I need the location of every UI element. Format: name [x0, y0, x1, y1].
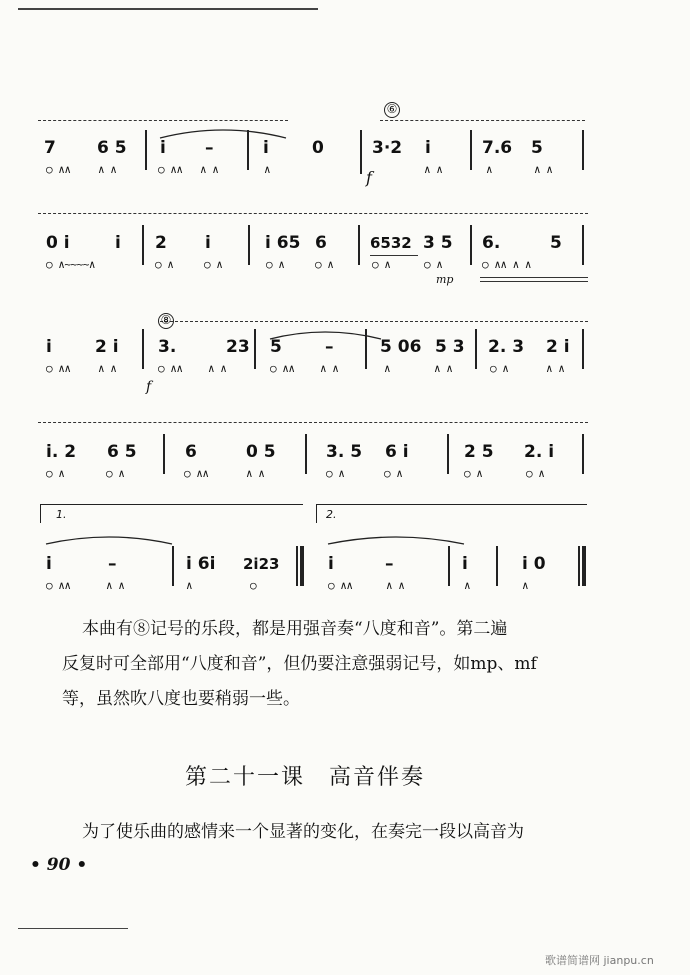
slur: [44, 532, 174, 546]
repeat-barline: [296, 546, 298, 586]
paragraph-1-line-3: 等，虽然吹八度也要稍弱一些。: [62, 689, 300, 709]
breath-mark: ∧: [522, 579, 529, 592]
note: 6: [185, 442, 197, 462]
note: –: [385, 554, 394, 574]
phrase-dash: [160, 321, 588, 322]
note: 2 i: [95, 337, 119, 357]
breath-mark: ○ ∧∧: [158, 362, 183, 375]
barline: [582, 434, 584, 474]
note: i 65: [265, 233, 301, 253]
breath-mark: ○ ∧: [326, 467, 345, 480]
breath-mark: ∧ ∧: [200, 163, 219, 176]
breath-mark: ○ ∧∧: [328, 579, 353, 592]
beam-line: [480, 277, 588, 278]
final-barline: [578, 546, 580, 586]
barline: [582, 225, 584, 265]
note: 3·2: [372, 138, 403, 158]
breath-mark: ○ ∧: [46, 467, 65, 480]
barline: [305, 434, 307, 474]
section-marker: ⑧: [158, 313, 174, 329]
note: i: [46, 554, 52, 574]
breath-mark: ○ ∧∧ ∧ ∧: [482, 258, 531, 271]
note: i: [115, 233, 121, 253]
note: 2. 3: [488, 337, 525, 357]
note: 5 06: [380, 337, 422, 357]
score-row-5: [0, 500, 690, 600]
barline: [448, 546, 450, 586]
breath-mark: ∧ ∧: [424, 163, 443, 176]
barline: [248, 225, 250, 265]
barline: [470, 130, 472, 170]
phrase-dash: [38, 422, 588, 423]
phrase-dash: [38, 120, 288, 121]
breath-mark: ∧ ∧: [320, 362, 339, 375]
note: –: [325, 337, 334, 357]
note: 3. 5: [326, 442, 363, 462]
breath-mark: ○ ∧∧: [46, 163, 71, 176]
breath-mark: ∧: [264, 163, 271, 176]
barline: [360, 130, 362, 174]
note: –: [108, 554, 117, 574]
breath-mark: ○ ∧: [106, 467, 125, 480]
final-barline-thick: [582, 546, 586, 586]
breath-mark: ∧ ∧: [98, 362, 117, 375]
note: i: [328, 554, 334, 574]
barline: [365, 329, 367, 369]
paragraph-1-line-2: 反复时可全部用“八度和音”，但仍要注意强弱记号，如mp、mf: [62, 654, 537, 674]
breath-mark: ∧ ∧: [534, 163, 553, 176]
note: 6 i: [385, 442, 409, 462]
note: 2 5: [464, 442, 494, 462]
section-marker: ⑥: [384, 102, 400, 118]
breath-mark: ○ ∧: [424, 258, 443, 271]
bottom-rule: [18, 928, 128, 929]
barline: [582, 329, 584, 369]
breath-mark: ∧ ∧: [386, 579, 405, 592]
ending-label-1: 1.: [56, 508, 67, 521]
note: 2: [155, 233, 167, 253]
note: i: [462, 554, 468, 574]
note: i: [46, 337, 52, 357]
breath-mark: ○ ∧: [315, 258, 334, 271]
breath-mark: ∧ ∧: [434, 362, 453, 375]
barline: [582, 130, 584, 170]
dynamic-mark: mp: [436, 273, 454, 286]
note: 2. i: [524, 442, 555, 462]
phrase-dash: [38, 213, 588, 214]
score-row-3: [0, 305, 690, 395]
barline: [142, 225, 144, 265]
top-rule: [18, 8, 318, 10]
note: 5: [270, 337, 282, 357]
breath-mark: ∧ ∧: [106, 579, 125, 592]
barline: [254, 329, 256, 369]
barline: [358, 225, 360, 265]
ending-label-2: 2.: [326, 508, 337, 521]
barline: [496, 546, 498, 586]
barline: [247, 130, 249, 170]
breath-mark: ○ ∧: [464, 467, 483, 480]
note: 0 i: [46, 233, 70, 253]
breath-mark: ∧: [384, 362, 391, 375]
barline: [475, 329, 477, 369]
ending-bracket-1: [40, 504, 303, 523]
barline: [172, 546, 174, 586]
note: 5: [550, 233, 562, 253]
breath-mark: ○ ∧: [204, 258, 223, 271]
note: –: [205, 138, 214, 158]
note: i: [425, 138, 431, 158]
page-number: • 90 •: [30, 855, 88, 875]
slur: [326, 532, 466, 546]
beam-line: [370, 255, 418, 256]
breath-mark: ○ ∧∧: [270, 362, 295, 375]
note: 2 i: [546, 337, 570, 357]
note: 3 5: [423, 233, 453, 253]
breath-mark: ∧: [486, 163, 493, 176]
breath-mark: ∧ ∧: [208, 362, 227, 375]
note: i. 2: [46, 442, 77, 462]
note: 6: [315, 233, 327, 253]
note: 6 5: [97, 138, 127, 158]
breath-mark: ○ ∧∧: [158, 163, 183, 176]
breath-mark: ○ ∧: [266, 258, 285, 271]
note: i: [160, 138, 166, 158]
score-row-4: [0, 408, 690, 488]
phrase-dash: [380, 120, 585, 121]
breath-mark: ∧ ∧: [246, 467, 265, 480]
breath-mark: ○ ∧∧: [46, 362, 71, 375]
barline: [470, 225, 472, 265]
score-row-2: [0, 205, 690, 285]
breath-mark: ○ ∧: [155, 258, 174, 271]
breath-mark: ∧: [186, 579, 193, 592]
ending-bracket-2: [316, 504, 587, 523]
note: 5 3: [435, 337, 465, 357]
breath-mark: ∧ ∧: [98, 163, 117, 176]
lesson-title: 第二十一课 高音伴奏: [185, 765, 426, 790]
note: i 0: [522, 554, 546, 574]
breath-mark: ○ ∧: [526, 467, 545, 480]
note: 0 5: [246, 442, 276, 462]
breath-mark: ∧ ∧: [546, 362, 565, 375]
dynamic-mark: f: [146, 379, 152, 395]
breath-mark: ∧: [464, 579, 471, 592]
score-row-1: [0, 102, 690, 192]
note: i: [263, 138, 269, 158]
barline: [163, 434, 165, 474]
breath-mark: ○ ∧: [372, 258, 391, 271]
breath-mark: ○ ∧: [490, 362, 509, 375]
note: 6532: [370, 234, 412, 252]
note: i 6i: [186, 554, 216, 574]
dynamic-mark: f: [366, 168, 372, 187]
breath-mark: ○: [250, 579, 257, 592]
paragraph-1-line-1: 本曲有⑧记号的乐段，都是用强音奏“八度和音”。第二遍: [82, 619, 508, 639]
watermark: 歌谱简谱网 jianpu.cn: [545, 954, 654, 967]
repeat-barline-thick: [300, 546, 304, 586]
beam-line: [480, 281, 588, 282]
barline: [145, 130, 147, 170]
note: 23: [226, 337, 250, 357]
breath-mark: ○ ∧∧: [46, 579, 71, 592]
note: 6.: [482, 233, 501, 253]
breath-mark: ○ ∧∧: [184, 467, 209, 480]
note: 3.: [158, 337, 177, 357]
barline: [142, 329, 144, 369]
breath-mark: ○ ∧: [384, 467, 403, 480]
note: 0: [312, 138, 324, 158]
note: 2i23: [243, 555, 280, 573]
note: i: [205, 233, 211, 253]
note: 5: [531, 138, 543, 158]
paragraph-2-line-1: 为了使乐曲的感情来一个显著的变化，在奏完一段以高音为: [82, 822, 524, 842]
barline: [447, 434, 449, 474]
note: 6 5: [107, 442, 137, 462]
note: 7.6: [482, 138, 513, 158]
breath-mark: ○ ∧~~~~∧: [46, 258, 95, 271]
note: 7: [44, 138, 56, 158]
